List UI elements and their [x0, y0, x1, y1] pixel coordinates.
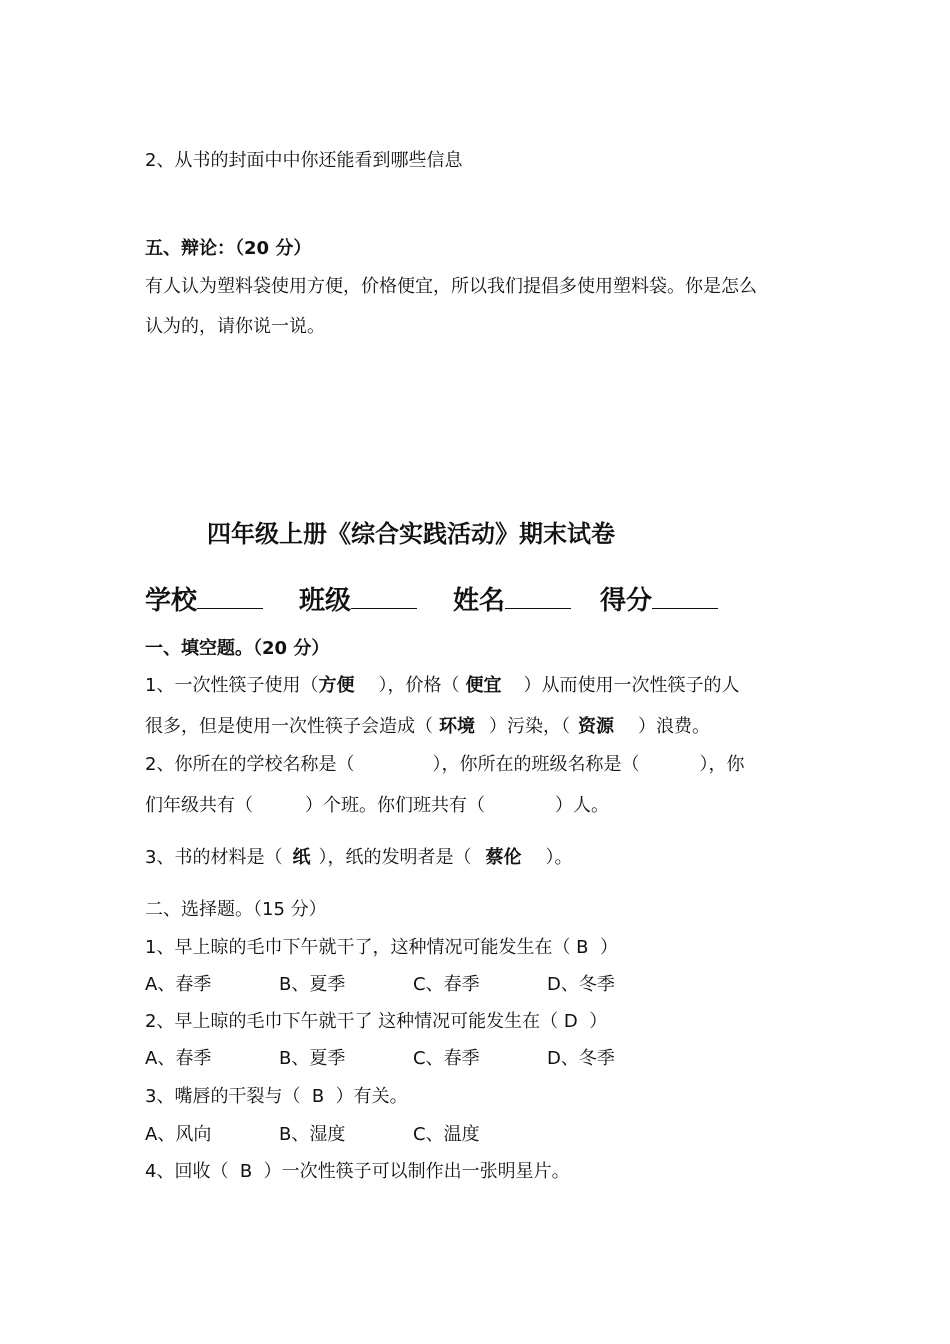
answer-environment: 环境	[439, 716, 475, 737]
option: A、春季	[145, 974, 212, 995]
fill-q3: 3、书的材料是（ 纸 ），纸的发明者是（ 蔡伦 ）。	[145, 847, 573, 868]
choice-q1: 1、早上晾的毛巾下午就干了，这种情况可能发生在（ B ）	[145, 937, 618, 958]
section-5-text-line1: 有人认为塑料袋使用方便，价格便宜，所以我们提倡多使用塑料袋。你是怎么	[145, 276, 757, 297]
section-5-heading: 五、辩论：（20 分）	[145, 238, 312, 259]
field-score-blank[interactable]	[652, 590, 718, 609]
fill-q1-line1: 1、一次性筷子使用（方便 ），价格（ 便宜 ）从而使用一次性筷子的人	[145, 675, 740, 696]
option: B、夏季	[279, 974, 346, 995]
section-5-text-line2: 认为的，请你说一说。	[145, 316, 325, 337]
option: C、春季	[413, 1048, 480, 1069]
fill-q1-line2: 很多，但是使用一次性筷子会造成（ 环境 ）污染，（ 资源 ）浪费。	[145, 716, 710, 737]
choice-q4: 4、回收（ B ）一次性筷子可以制作出一张明星片。	[145, 1161, 570, 1182]
fill-q2-line1: 2、你所在的学校名称是（ ），你所在的班级名称是（ ），你	[145, 754, 745, 775]
answer-paper: 纸	[292, 847, 311, 868]
field-class-label: 班级	[299, 586, 352, 616]
option: C、温度	[413, 1124, 480, 1145]
field-class[interactable]	[299, 580, 417, 617]
prev-question-2: 2、从书的封面中中你还能看到哪些信息	[145, 150, 463, 171]
field-school[interactable]	[145, 580, 263, 617]
choice-q2: 2、早上晾的毛巾下午就干了 这种情况可能发生在（ D ）	[145, 1011, 608, 1032]
answer-resources: 资源	[578, 716, 614, 737]
exam-title: 四年级上册《综合实践活动》期末试卷	[207, 520, 615, 548]
fill-q2-line2: 们年级共有（ ）个班。你们班共有（ ）人。	[145, 795, 609, 816]
field-school-blank[interactable]	[197, 590, 263, 609]
option: B、湿度	[279, 1124, 346, 1145]
answer-cai-lun: 蔡伦	[485, 847, 522, 868]
answer-cheap: 便宜	[465, 675, 502, 696]
answer-convenient: 方便	[318, 675, 355, 696]
option: B、夏季	[279, 1048, 346, 1069]
option: A、风向	[145, 1124, 212, 1145]
field-score-label: 得分	[600, 586, 653, 616]
choice-q2-options	[145, 1050, 615, 1068]
section-1-heading: 一、填空题。（20 分）	[145, 638, 330, 659]
option: A、春季	[145, 1048, 212, 1069]
option: D、冬季	[547, 1048, 615, 1069]
option: C、春季	[413, 974, 480, 995]
field-school-label: 学校	[145, 586, 198, 616]
choice-q1-options	[145, 976, 615, 994]
choice-q3: 3、嘴唇的干裂与（ B ）有关。	[145, 1086, 408, 1107]
choice-q3-options	[145, 1126, 480, 1144]
option: D、冬季	[547, 974, 615, 995]
field-class-blank[interactable]	[351, 590, 417, 609]
section-2-heading: 二、选择题。（15 分）	[145, 899, 327, 920]
field-score[interactable]	[600, 580, 718, 617]
field-name-label: 姓名	[453, 586, 506, 616]
field-name-blank[interactable]	[505, 590, 571, 609]
field-name[interactable]	[453, 580, 571, 617]
